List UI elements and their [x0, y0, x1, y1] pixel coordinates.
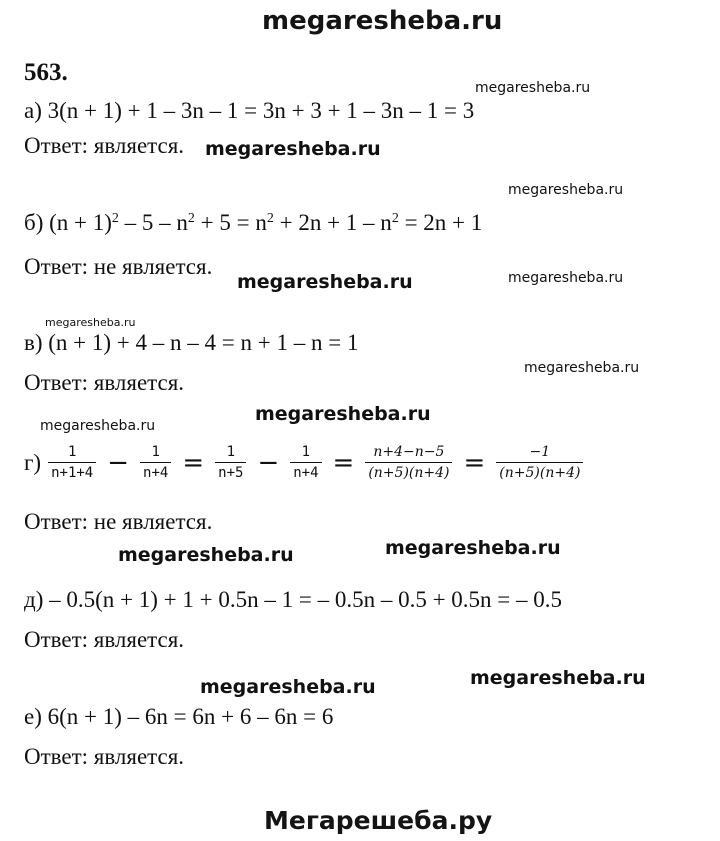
minus-sign: −	[257, 447, 280, 478]
equation-d: д) – 0.5(n + 1) + 1 + 0.5n – 1 = – 0.5n – 0.5 + 0.5n = – 0.5	[24, 587, 563, 612]
answer-e: Ответ: является.	[24, 744, 185, 769]
answer-g: Ответ: не является.	[24, 509, 213, 534]
fraction-denominator: n+4	[290, 462, 321, 481]
fraction	[290, 444, 321, 481]
fraction	[215, 444, 246, 481]
equation-b	[24, 210, 482, 236]
equation-g-label: г)	[24, 449, 42, 475]
minus-sign: −	[107, 447, 130, 478]
fraction-denominator: (n+5)(n+4)	[365, 462, 452, 481]
fraction-denominator: n+4	[140, 462, 171, 481]
site-header[interactable]: megaresheba.ru	[262, 6, 503, 36]
equals-sign: =	[182, 447, 205, 478]
equation-b-part: – 5 – n	[118, 210, 188, 235]
watermark: megaresheba.ru	[40, 418, 156, 434]
equation-a: а) 3(n + 1) + 1 – 3n – 1 = 3n + 3 + 1 – 3n – 1 = 3	[24, 98, 475, 123]
fraction-numerator: 1	[151, 444, 160, 460]
watermark: megaresheba.ru	[524, 360, 640, 376]
exponent: 2	[266, 211, 274, 226]
watermark: megaresheba.ru	[237, 271, 413, 293]
answer-b: Ответ: не является.	[24, 254, 213, 279]
equation-b-part: + 2n + 1 – n	[273, 210, 392, 235]
watermark: megaresheba.ru	[385, 537, 561, 559]
task-number: 563.	[24, 59, 68, 86]
answer-d: Ответ: является.	[24, 627, 185, 652]
fraction-numerator: −1	[529, 444, 551, 460]
site-footer[interactable]: Мегарешеба.ру	[264, 806, 493, 835]
fraction	[140, 444, 171, 481]
equals-sign: =	[332, 447, 355, 478]
exponent: 2	[111, 211, 119, 226]
exponent: 2	[187, 211, 195, 226]
watermark: megaresheba.ru	[508, 270, 624, 286]
equation-g	[24, 444, 586, 481]
watermark: megaresheba.ru	[475, 80, 591, 96]
equals-sign: =	[463, 447, 486, 478]
fraction-numerator: 1	[67, 444, 77, 460]
fraction-denominator: n+1+4	[48, 462, 96, 481]
equation-b-part: = 2n + 1	[398, 210, 483, 235]
equation-b-part: б) (n + 1)	[24, 210, 112, 235]
answer-v: Ответ: является.	[24, 370, 185, 395]
fraction	[496, 444, 583, 481]
answer-a: Ответ: является.	[24, 133, 185, 158]
watermark: megaresheba.ru	[205, 138, 381, 160]
equation-e: е) 6(n + 1) – 6n = 6n + 6 – 6n = 6	[24, 704, 334, 729]
fraction-numerator: n+4−n−5	[373, 444, 445, 460]
watermark: megaresheba.ru	[118, 544, 294, 566]
fraction	[48, 444, 96, 481]
fraction-numerator: 1	[226, 444, 235, 460]
watermark: megaresheba.ru	[45, 316, 136, 329]
fraction-numerator: 1	[301, 444, 311, 460]
watermark: megaresheba.ru	[470, 667, 646, 689]
exponent: 2	[391, 211, 399, 226]
fraction	[365, 444, 452, 481]
equation-v: в) (n + 1) + 4 – n – 4 = n + 1 – n = 1	[24, 330, 359, 355]
watermark: megaresheba.ru	[200, 676, 376, 698]
watermark: megaresheba.ru	[255, 403, 431, 425]
fraction-denominator: n+5	[215, 462, 246, 481]
watermark: megaresheba.ru	[508, 182, 624, 198]
equation-b-part: + 5 = n	[194, 210, 267, 235]
fraction-denominator: (n+5)(n+4)	[496, 462, 583, 481]
